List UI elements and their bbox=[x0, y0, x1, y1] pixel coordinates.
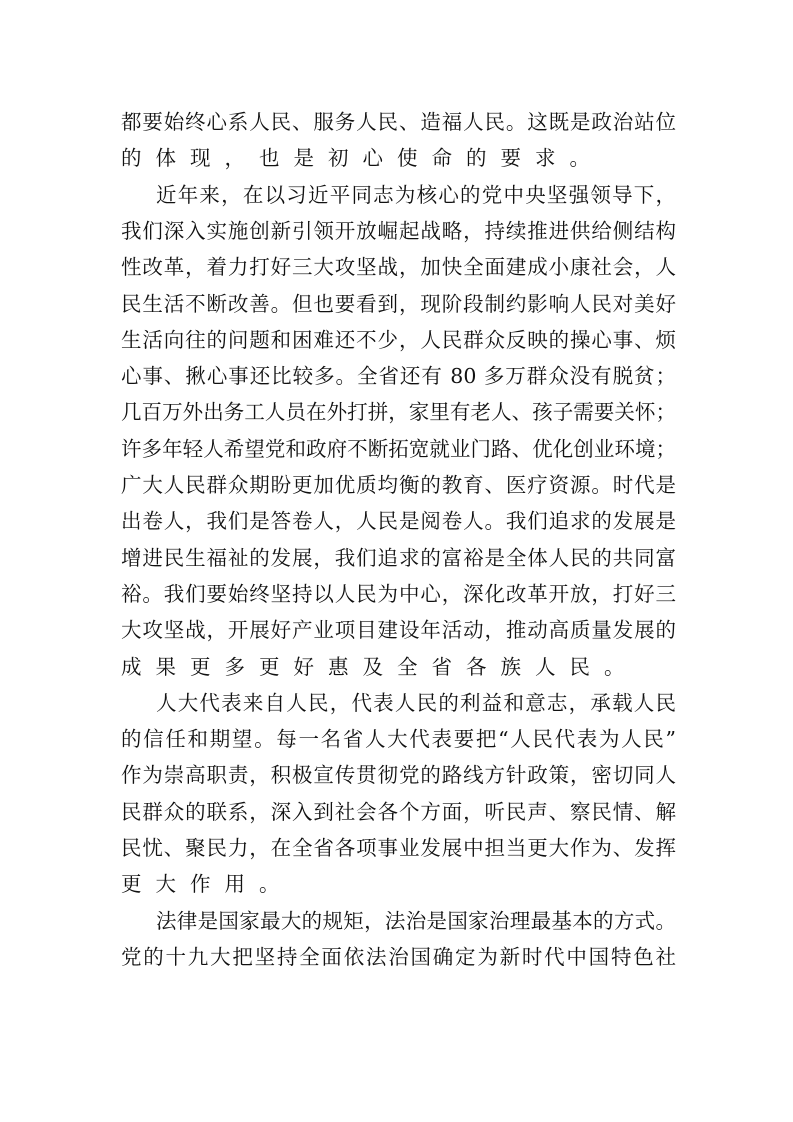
text-line: 裕。我们要始终坚持以人民为中心，深化改革开放，打好三 bbox=[121, 581, 676, 606]
text-line: 心事、揪心事还比较多。全省还有 80 多万群众没有脱贫； bbox=[121, 364, 676, 389]
text-line: 党的十九大把坚持全面依法治国确定为新时代中国特色社 bbox=[121, 944, 676, 969]
text-line: 生活向往的问题和困难还不少，人民群众反映的操心事、烦 bbox=[121, 327, 676, 352]
text-line: 大攻坚战，开展好产业项目建设年活动，推动高质量发展的 bbox=[121, 618, 676, 643]
text-line: 民群众的联系，深入到社会各个方面，听民声、察民情、解 bbox=[121, 799, 676, 824]
text-line: 更大作用。 bbox=[121, 872, 294, 897]
text-line: 的信任和期望。每一名省人大代表要把“人民代表为人民” bbox=[121, 727, 676, 752]
text-line: 人大代表来自人民，代表人民的利益和意志，承载人民 bbox=[156, 690, 676, 715]
text-line: 都要始终心系人民、服务人民、造福人民。这既是政治站位 bbox=[121, 110, 676, 134]
text-line: 增进民生福祉的发展，我们追求的富裕是全体人民的共同富 bbox=[121, 545, 676, 570]
text-line: 成果更多更好惠及全省各族人民。 bbox=[121, 654, 639, 679]
text-line: 几百万外出务工人员在外打拼，家里有老人、孩子需要关怀； bbox=[121, 400, 676, 425]
text-line: 法律是国家最大的规矩，法治是国家治理最基本的方式。 bbox=[156, 908, 676, 933]
text-line: 作为崇高职责，积极宣传贯彻党的路线方针政策，密切同人 bbox=[121, 763, 676, 788]
text-line: 民生活不断改善。但也要看到，现阶段制约影响人民对美好 bbox=[121, 291, 676, 316]
text-line: 民忧、聚民力，在全省各项事业发展中担当更大作为、发挥 bbox=[121, 836, 676, 860]
text-line: 出卷人，我们是答卷人，人民是阅卷人。我们追求的发展是 bbox=[121, 509, 676, 534]
text-line: 近年来，在以习近平同志为核心的党中央坚强领导下， bbox=[156, 182, 676, 207]
text-line: 许多年轻人希望党和政府不断拓宽就业门路、优化创业环境； bbox=[121, 436, 676, 461]
text-line: 我们深入实施创新引领开放崛起战略，持续推进供给侧结构 bbox=[121, 218, 676, 243]
text-line: 广大人民群众期盼更加优质均衡的教育、医疗资源。时代是 bbox=[121, 473, 676, 497]
text-line: 性改革，着力打好三大攻坚战，加快全面建成小康社会，人 bbox=[121, 255, 676, 280]
text-line: 的体现，也是初心使命的要求。 bbox=[121, 146, 604, 171]
